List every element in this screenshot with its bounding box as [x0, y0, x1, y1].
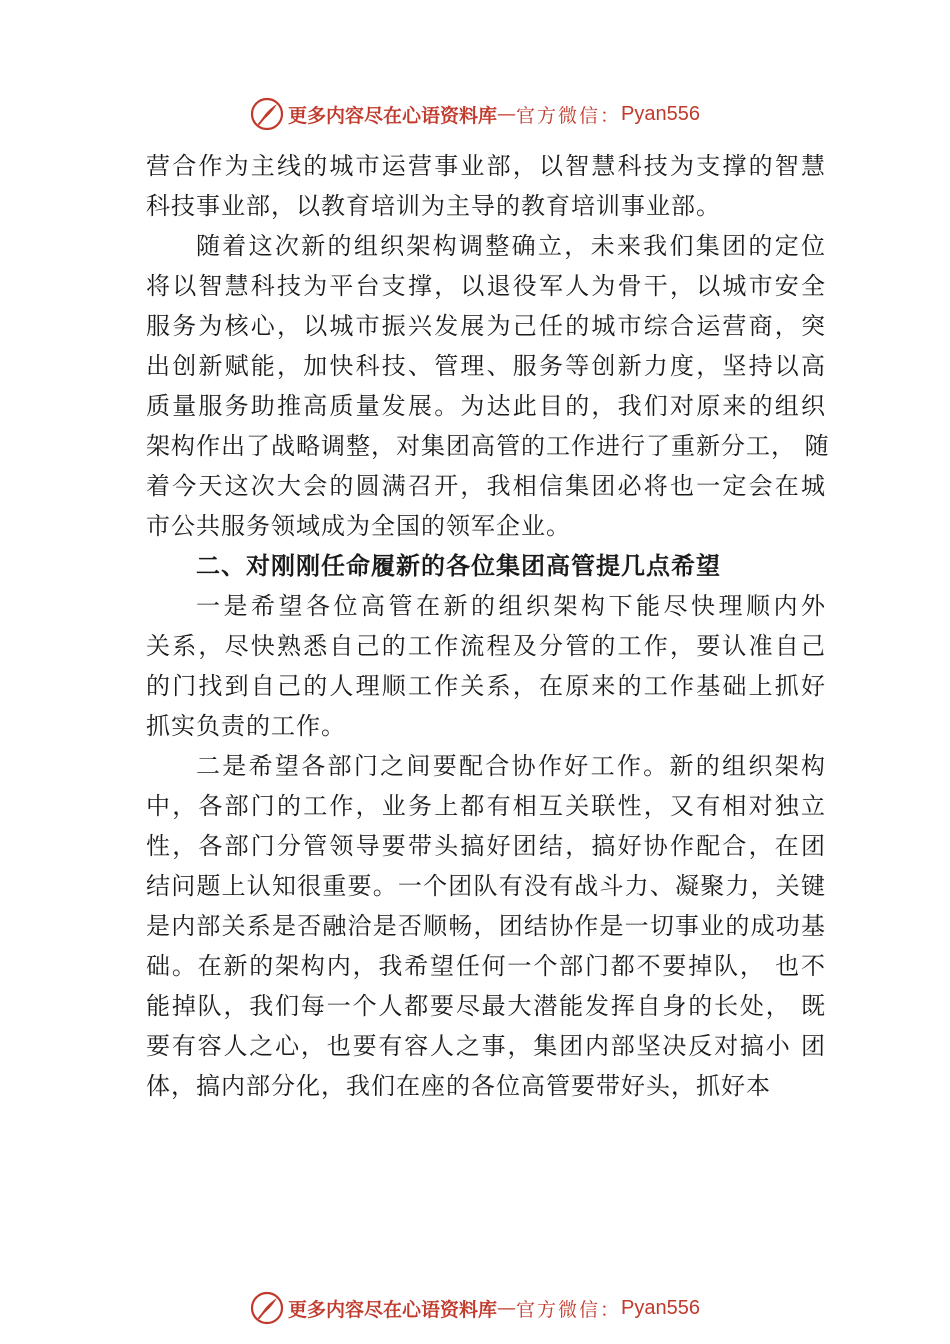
brand-name: 更多内容尽在心语资料库: [288, 104, 498, 127]
brand-name: 更多内容尽在心语资料库: [288, 1298, 498, 1321]
text-line: 服务为核心，以城市振兴发展为己任的城市综合运营商，突: [146, 312, 826, 340]
wechat-id: Pyan556: [621, 102, 700, 125]
text-line: 性，各部门分管领导要带头搞好团结，搞好协作配合，在团: [146, 832, 826, 860]
text-line: 抓实负责的工作。: [146, 712, 346, 740]
text-line: 关系，尽快熟悉自己的工作流程及分管的工作，要认准自己: [146, 632, 826, 660]
text-line: 营合作为主线的城市运营事业部，以智慧科技为支撑的智慧: [146, 152, 826, 180]
text-line: 着今天这次大会的圆满召开，我相信集团必将也一定会在城: [146, 472, 826, 500]
quill-logo-icon: [250, 1291, 284, 1325]
banner-dash: —: [497, 103, 517, 125]
text-line: 的门找到自己的人理顺工作关系，在原来的工作基础上抓好: [146, 672, 826, 700]
wechat-label: 官方微信：: [516, 104, 622, 127]
text-line: 出创新赋能，加快科技、管理、服务等创新力度，坚持以高: [146, 352, 826, 380]
banner-dash: —: [497, 1297, 517, 1319]
text-line: 市公共服务领域成为全国的领军企业。: [146, 512, 571, 540]
text-line: 础。在新的架构内，我希望任何一个部门都不要掉队， 也不: [146, 952, 826, 980]
text-line: 质量服务助推高质量发展。为达此目的，我们对原来的组织: [146, 392, 826, 420]
wechat-label: 官方微信：: [516, 1298, 622, 1321]
text-line: 结问题上认知很重要。一个团队有没有战斗力、凝聚力，关键: [146, 872, 826, 900]
text-line: 体，搞内部分化，我们在座的各位高管要带好头，抓好本: [146, 1072, 771, 1100]
text-line: 架构作出了战略调整，对集团高管的工作进行了重新分工， 随: [146, 432, 830, 460]
text-line: 随着这次新的组织架构调整确立，未来我们集团的定位: [196, 232, 826, 260]
header-banner: [0, 92, 950, 136]
text-line: 要有容人之心，也要有容人之事，集团内部坚决反对搞小 团: [146, 1032, 826, 1060]
text-line: 能掉队，我们每一个人都要尽最大潜能发挥自身的长处， 既: [146, 992, 826, 1020]
text-line: 中，各部门的工作，业务上都有相互关联性，又有相对独立: [146, 792, 826, 820]
document-body: [146, 146, 830, 1106]
text-line: 二是希望各部门之间要配合协作好工作。新的组织架构: [196, 752, 826, 780]
section-heading: 二、对刚刚任命履新的各位集团高管提几点希望: [196, 552, 721, 580]
text-line: 将以智慧科技为平台支撑，以退役军人为骨干，以城市安全: [146, 272, 826, 300]
quill-logo-icon: [250, 97, 284, 131]
text-line: 是内部关系是否融洽是否顺畅，团结协作是一切事业的成功基: [146, 912, 826, 940]
wechat-id: Pyan556: [621, 1296, 700, 1319]
footer-banner: [0, 1286, 950, 1330]
text-line: 科技事业部，以教育培训为主导的教育培训事业部。: [146, 192, 721, 220]
text-line: 一是希望各位高管在新的组织架构下能尽快理顺内外: [196, 592, 826, 620]
